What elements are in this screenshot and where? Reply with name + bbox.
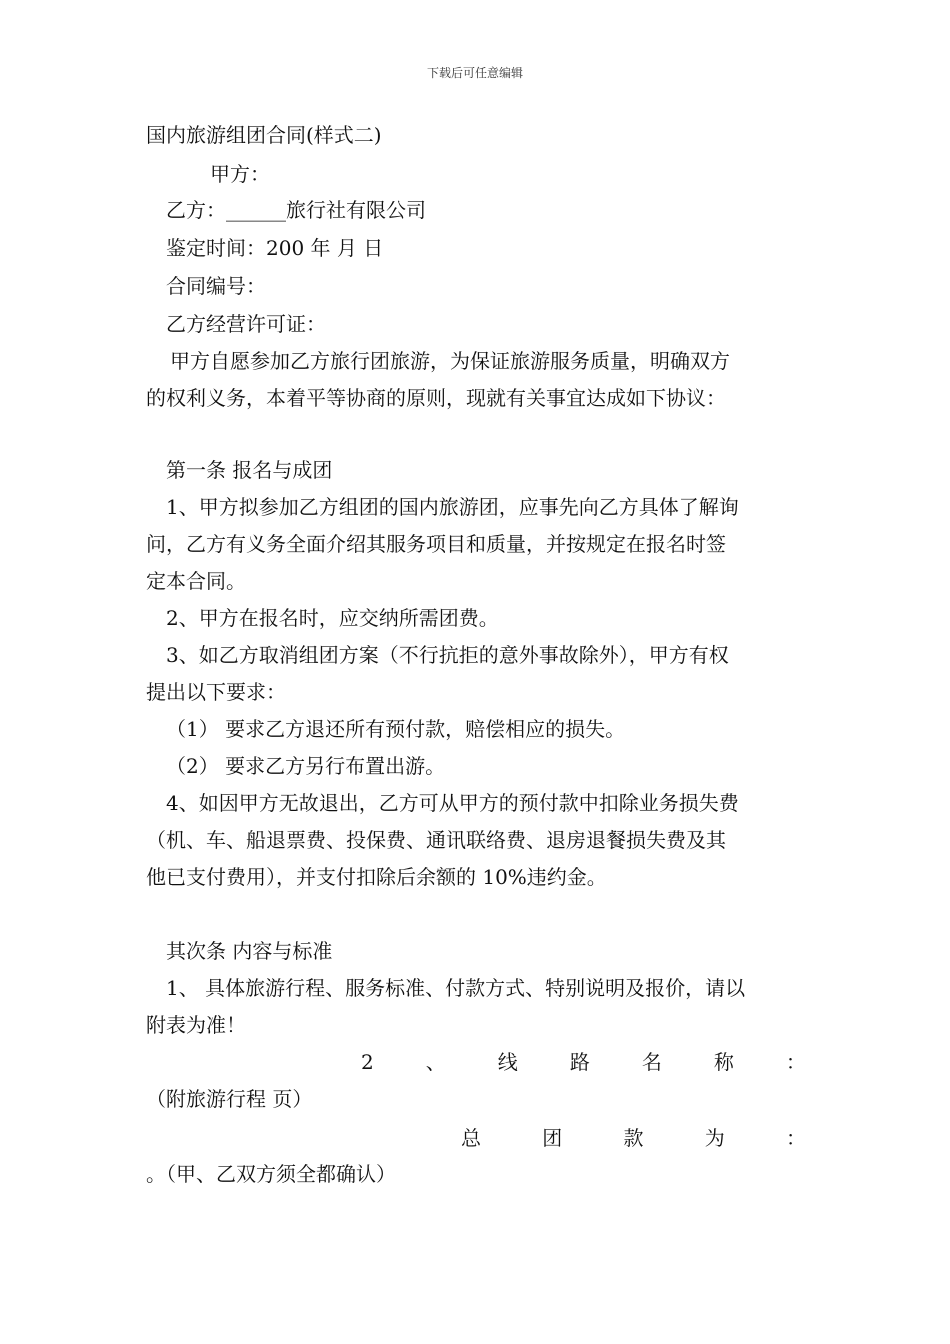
article-1-item-4-line: 他已支付费用），并支付扣除后余额的 10%违约金。	[146, 865, 607, 889]
route-name-line	[361, 1048, 806, 1076]
intro-line: 的权利义务，本着平等协商的原则，现就有关事宜达成如下协议：	[146, 386, 726, 410]
total-fee-line	[461, 1124, 806, 1152]
article-2-item-1-line: 附表为准！	[146, 1013, 246, 1037]
total-char: 款	[623, 1126, 644, 1150]
article-1-sub-2: （2） 要求乙方另行布置出游。	[166, 754, 446, 778]
total-char: 为	[704, 1126, 725, 1150]
party-a-line: 甲方：	[210, 162, 270, 186]
route-char: 称	[713, 1050, 734, 1074]
total-char: 总	[461, 1126, 481, 1150]
article-1-item-4-line: （机、车、船退票费、投保费、通讯联络费、退房退餐损失费及其	[146, 828, 726, 852]
contract-number-line: 合同编号：	[166, 274, 266, 298]
total-char: ：	[786, 1126, 806, 1150]
article-1-item-1-line: 问，乙方有义务全面介绍其服务项目和质量，并按规定在报名时签	[146, 532, 726, 556]
article-1-item-4-line: 4、如因甲方无故退出，乙方可从甲方的预付款中扣除业务损失费	[166, 791, 739, 815]
route-char: 名	[641, 1050, 662, 1074]
article-1-sub-1: （1） 要求乙方退还所有预付款，赔偿相应的损失。	[166, 717, 626, 741]
sign-date-line: 鉴定时间：200 年 月 日	[166, 236, 384, 260]
article-1-item-3-line: 3、如乙方取消组团方案（不行抗拒的意外事故除外），甲方有权	[166, 643, 729, 667]
party-b-line: 乙方：______旅行社有限公司	[166, 198, 426, 222]
route-char: 路	[569, 1050, 590, 1074]
route-char: 2	[361, 1050, 374, 1074]
article-2-item-1-line: 1、 具体旅游行程、服务标准、付款方式、特别说明及报价，请以	[166, 976, 746, 1000]
page-header: 下载后可任意编辑	[426, 66, 523, 80]
article-1-item-2: 2、甲方在报名时，应交纳所需团费。	[166, 606, 499, 630]
license-line: 乙方经营许可证：	[166, 312, 326, 336]
article-1-item-1-line: 1、甲方拟参加乙方组团的国内旅游团，应事先向乙方具体了解询	[166, 495, 739, 519]
total-note: 。（甲、乙双方须全都确认）	[146, 1162, 396, 1186]
route-char: ：	[785, 1050, 806, 1074]
intro-line: 甲方自愿参加乙方旅行团旅游，为保证旅游服务质量，明确双方	[170, 349, 730, 373]
route-note: （附旅游行程 页）	[146, 1087, 313, 1111]
article-1-item-3-line: 提出以下要求：	[146, 680, 286, 704]
article-1-item-1-line: 定本合同。	[146, 569, 246, 593]
article-2-heading: 其次条 内容与标准	[166, 939, 333, 963]
route-char: 线	[497, 1050, 518, 1074]
total-char: 团	[542, 1126, 563, 1150]
contract-title: 国内旅游组团合同(样式二)	[146, 123, 382, 147]
route-char: 、	[425, 1050, 446, 1074]
article-1-heading: 第一条 报名与成团	[166, 458, 333, 482]
